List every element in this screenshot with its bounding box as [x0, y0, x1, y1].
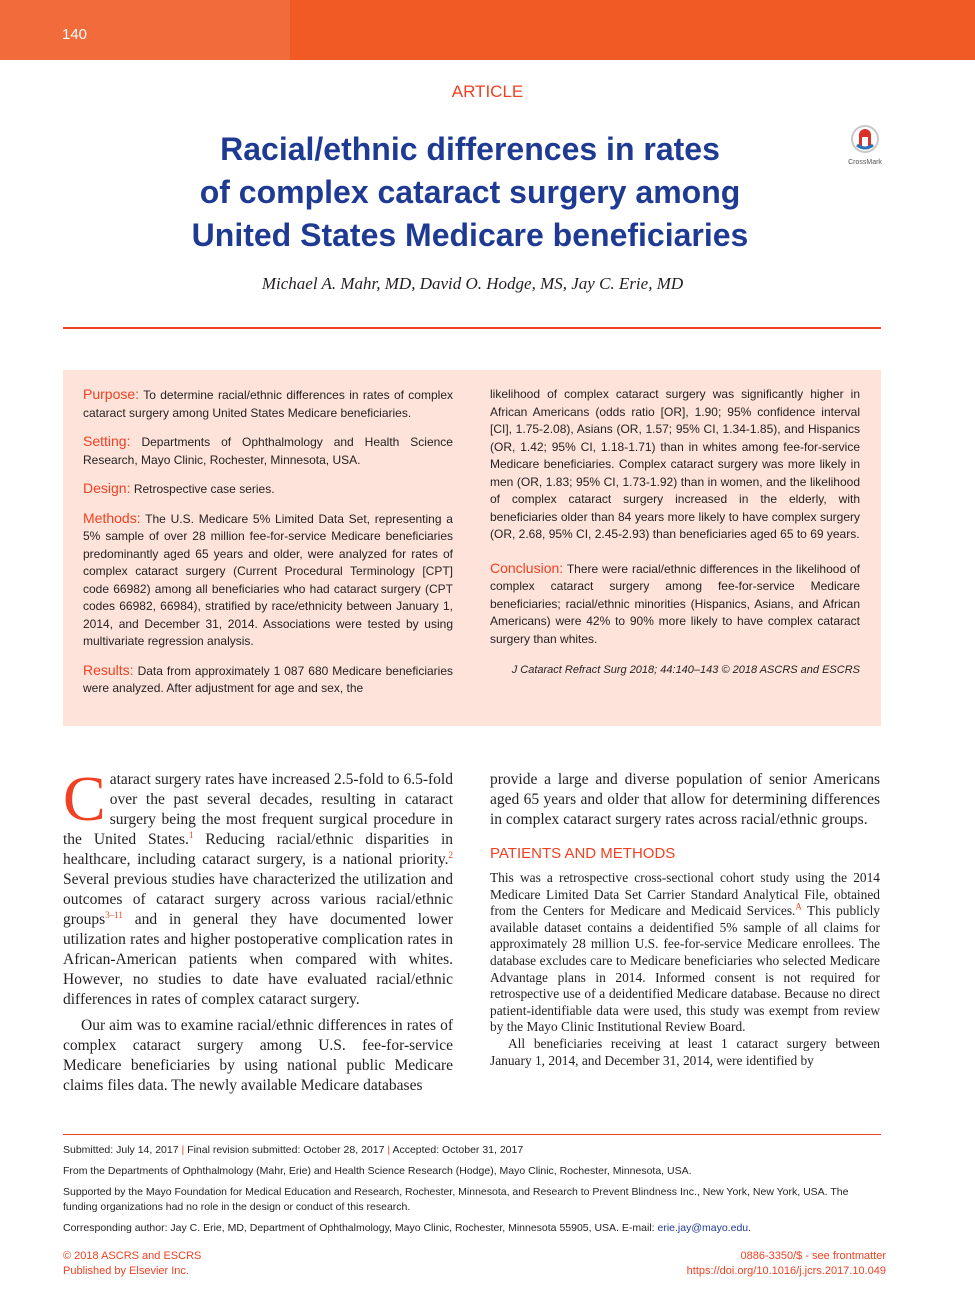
title-line-1: Racial/ethnic differences in rates	[220, 131, 720, 167]
final-revision-date: Final revision submitted: October 28, 2017	[187, 1144, 385, 1156]
funding-note: Supported by the Mayo Foundation for Medical Education and Research, Rochester, Minnesota, and Research to Prevent Blindness Inc., New York, New York, USA. The funding organizations had no role in the design or conduct of this research.	[63, 1186, 849, 1213]
crossmark-badge[interactable]	[845, 124, 885, 166]
section-heading-patients-methods: PATIENTS AND METHODS	[490, 845, 676, 862]
abstract-left-column	[83, 386, 453, 709]
page-number-box	[0, 0, 290, 60]
issn-text: 0886-3350/$ - see frontmatter	[740, 1250, 886, 1262]
intro-paragraph-2-continued: provide a large and diverse population of senior Americans aged 65 years and older that allow for determining differences in complex cataract surgery rates across racial/ethnic groups.	[490, 771, 880, 828]
intro-text-d: and in general they have documented lower utilization rates and higher postoperative complication rates in African-American patients when compared with whites. However, no studies to date have evaluated racial/ethnic differences in rates of complex cataract surgery.	[63, 911, 453, 1008]
abstract-results-continued	[490, 386, 860, 544]
title-line-3: United States Medicare beneficiaries	[191, 217, 749, 253]
abstract-purpose	[83, 386, 453, 422]
results-heading: Results:	[83, 661, 134, 678]
article-type-label: ARTICLE	[451, 82, 524, 101]
submission-dates	[63, 1143, 881, 1158]
reference-link-2[interactable]: 2	[448, 849, 453, 860]
body-left-column	[63, 763, 454, 1096]
intro-text-a: ataract surgery rates have increased 2.5-fold to 6.5-fold over the past several decades, resulting in cataract surgery being the most frequent surgical procedure in the United States.	[63, 771, 453, 848]
intro-paragraph-1	[63, 763, 454, 1010]
doi-link[interactable]: https://doi.org/10.1016/j.jcrs.2017.10.049	[686, 1265, 886, 1277]
page-number: 140	[62, 26, 88, 43]
corresponding-end: .	[748, 1222, 752, 1234]
identifier-block	[687, 1249, 886, 1279]
design-text: Retrospective case series.	[133, 482, 275, 496]
copyright-block	[63, 1249, 201, 1279]
methods-text-a: This was a retrospective cross-sectional cohort study using the 2014 Medicare Limited Data Set Carrier Standard Analytical File, obtained from the Centers for Medicare and Medicaid Services.	[490, 870, 880, 919]
title-line-2: of complex cataract surgery among	[199, 174, 741, 210]
abstract-citation: J Cataract Refract Surg 2018; 44:140–143 © 2018 ASCRS and ESCRS	[511, 664, 860, 676]
abstract-conclusion	[490, 560, 860, 649]
title-divider	[63, 327, 881, 329]
methods-text-b: This publicly available dataset contains a deidentified 5% sample of all claims for approximately 28 million U.S. fee-for-service Medicare enrollees. The database excludes care to Medicare beneficiaries who selected Medicare Advantage plans in 2014. Informed consent is not required for retrospective use of a deidentified Medicare database. Because no direct patient-identifiable data were used, this study was exempt from review by the Mayo Clinic Institutional Review Board.	[490, 903, 880, 1035]
conclusion-heading: Conclusion:	[490, 559, 564, 576]
publisher-text: Published by Elsevier Inc.	[63, 1265, 189, 1277]
email-link[interactable]: erie.jay@mayo.edu	[657, 1222, 749, 1234]
body-right-column	[490, 770, 880, 1069]
affiliation-note: From the Departments of Ophthalmology (Mahr, Erie) and Health Science Research (Hodge), Mayo Clinic, Rochester, Minnesota, USA.	[63, 1165, 692, 1177]
reference-link-3-11[interactable]: 3–11	[105, 909, 123, 920]
crossmark-label: CrossMark	[848, 159, 882, 166]
abstract-design	[83, 480, 453, 499]
corresponding-text: Corresponding author: Jay C. Erie, MD, Department of Ophthalmology, Mayo Clinic, Rochester, Minnesota 55905, USA. E-mail:	[63, 1222, 658, 1234]
reference-link-a[interactable]: A	[795, 901, 802, 912]
methods-heading: Methods:	[83, 509, 141, 526]
submitted-date: Submitted: July 14, 2017	[63, 1144, 179, 1156]
abstract-results	[83, 662, 453, 698]
purpose-text: To determine racial/ethnic differences in rates of complex cataract surgery among United States Medicare beneficiaries.	[83, 388, 453, 420]
results-text-part2: likelihood of complex cataract surgery was significantly higher in African Americans (odds ratio [OR], 1.90; 95% confidence interval [CI], 1.75-2.08), Asians (OR, 1.57; 95% CI, 1.34-1.85), and Hispanics (OR, 1.42; 95% CI, 1.18-1.71) than in whites among fee-for-service Medicare beneficiaries. Complex cataract surgery was more likely in men (OR, 1.83; 95% CI, 1.73-1.92) than in women, and the likelihood of complex cataract surgery increased in the elderly, with beneficiaries older than 84 years more likely to have complex surgery (OR, 2.68, 95% CI, 2.45-2.93) than beneficiaries aged 65 to 69 years.	[490, 387, 860, 541]
methods-paragraph-2: All beneficiaries receiving at least 1 cataract surgery between January 1, 2014, and December 31, 2014, were identified by	[490, 1035, 880, 1068]
header-band	[290, 0, 975, 60]
drop-cap: C	[63, 763, 106, 834]
setting-text: Departments of Ophthalmology and Health Science Research, Mayo Clinic, Rochester, Minnesota, USA.	[83, 435, 453, 467]
copyright-text: © 2018 ASCRS and ESCRS	[63, 1250, 202, 1262]
intro-paragraph-2: Our aim was to examine racial/ethnic differences in rates of complex cataract surgery among U.S. fee-for-service Medicare beneficiaries by using national public Medicare claims files data. The newly available Medicare databases	[63, 1017, 453, 1094]
separator-1: |	[181, 1144, 185, 1156]
footnote-divider	[63, 1134, 881, 1135]
crossmark-icon	[850, 124, 880, 154]
setting-heading: Setting:	[83, 433, 131, 449]
methods-paragraph-1	[490, 870, 880, 1036]
intro-text-c: Several previous studies have characterized the utilization and outcomes of cataract surgery across various racial/ethnic groups	[63, 871, 453, 928]
intro-text-b: Reducing racial/ethnic disparities in healthcare, including cataract surgery, is a national priority.	[63, 831, 454, 868]
accepted-date: Accepted: October 31, 2017	[392, 1144, 524, 1156]
author-list: Michael A. Mahr, MD, David O. Hodge, MS, Jay C. Erie, MD	[261, 274, 684, 293]
reference-link-1[interactable]: 1	[188, 829, 194, 840]
purpose-heading: Purpose:	[83, 386, 140, 402]
corresponding-author-note	[63, 1221, 881, 1236]
abstract-box	[63, 370, 881, 726]
methods-text: The U.S. Medicare 5% Limited Data Set, representing a 5% sample of over 28 million fee-for-service Medicare beneficiaries predominantly aged 65 years and older, were analyzed for rates of complex cataract surgery (Current Procedural Terminology [CPT] code 66982) among all beneficiaries who had cataract surgery (CPT codes 66982, 66984), stratified by race/ethnicity between January 1, 2014, and December 31, 2014. Associations were tested by using multivariate regression analysis.	[83, 511, 453, 648]
article-title	[130, 128, 810, 257]
footnotes	[63, 1143, 881, 1242]
abstract-right-column	[490, 386, 860, 691]
conclusion-text: There were racial/ethnic differences in the likelihood of complex cataract surgery among fee-for-service Medicare beneficiaries; racial/ethnic minorities (Hispanics, Asians, and African Americans) were 42% to 90% more likely to have complex cataract surgery than whites.	[490, 561, 860, 646]
design-heading: Design:	[83, 480, 131, 496]
abstract-methods	[83, 510, 453, 651]
abstract-setting	[83, 433, 453, 469]
top-bar	[0, 0, 975, 60]
separator-2: |	[387, 1144, 391, 1156]
results-text-part1: Data from approximately 1 087 680 Medicare beneficiaries were analyzed. After adjustment for age and sex, the	[83, 663, 453, 695]
